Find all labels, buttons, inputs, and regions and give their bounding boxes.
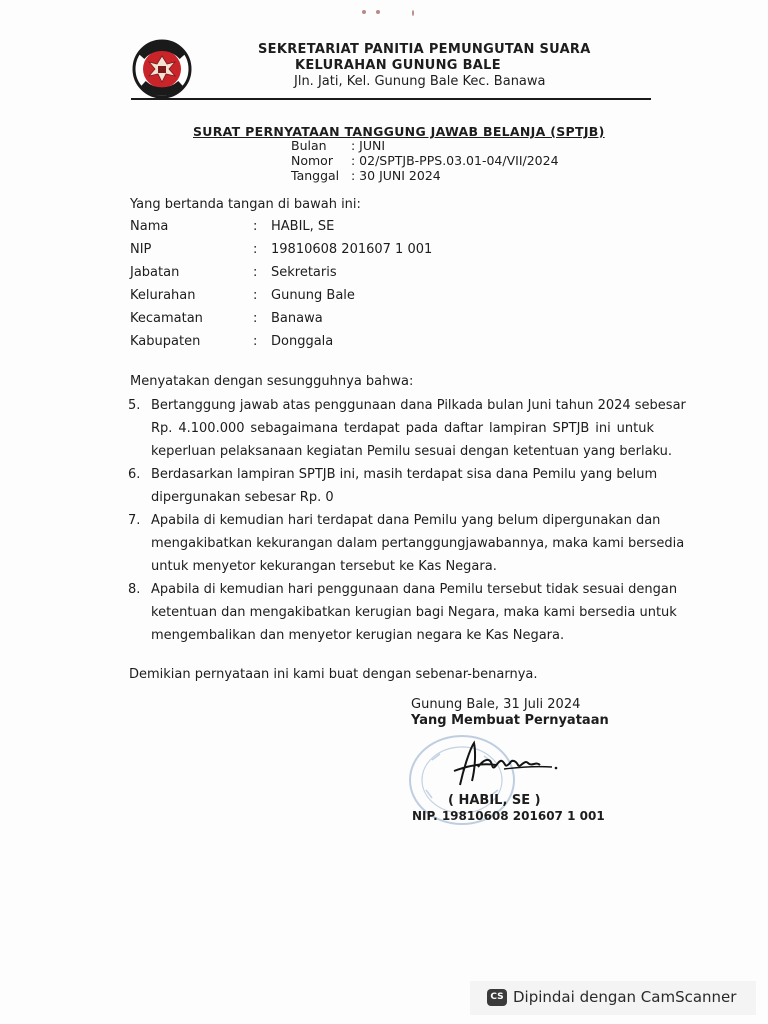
meta-value: : 30 JUNI 2024 [351,168,441,183]
item-line: Apabila di kemudian hari penggunaan dana Pemilu tersebut tidak sesuai dengan [151,582,678,597]
item-line: mengakibatkan kekurangan dalam pertanggungjawabannya, maka kami bersedia [151,536,685,551]
identity-colon: : [253,334,258,349]
signer-nip: NIP. 19810608 201607 1 001 [412,809,605,823]
panitia-logo [129,38,195,100]
sign-role: Yang Membuat Pernyataan [411,713,609,728]
identity-colon: : [253,265,258,280]
identity-row-kecamatan [130,311,530,331]
identity-value: Sekretaris [271,265,337,280]
header-institution: SEKRETARIAT PANITIA PEMUNGUTAN SUARA [258,42,591,57]
camscanner-icon: CS [487,989,507,1006]
closing-text: Demikian pernyataan ini kami buat dengan sebenar-benarnya. [129,667,538,682]
camscanner-text: Dipindai dengan CamScanner [513,988,737,1006]
identity-value: Banawa [271,311,323,326]
document-title: SURAT PERNYATAAN TANGGUNG JAWAB BELANJA (SPTJB) [193,124,605,139]
identity-colon: : [253,219,258,234]
item-line: keperluan pelaksanaan kegiatan Pemilu sesuai dengan ketentuan yang berlaku. [151,444,673,459]
item-line: Bertanggung jawab atas penggunaan dana Pilkada bulan Juni tahun 2024 sebesar [151,398,686,413]
item-line: untuk menyetor kekurangan tersebut ke Kas Negara. [151,559,497,574]
identity-label: Kabupaten [130,334,201,349]
identity-value: 19810608 201607 1 001 [271,242,433,257]
identity-label: Kelurahan [130,288,196,303]
identity-colon: : [253,311,258,326]
identity-value: Donggala [271,334,334,349]
signer-name: ( HABIL, SE ) [448,793,541,808]
header-kelurahan: KELURAHAN GUNUNG BALE [295,58,501,73]
identity-row-nama [130,219,530,239]
meta-label: Nomor [291,153,333,168]
handwritten-signature [440,735,570,795]
item-line: dipergunakan sebesar Rp. 0 [151,490,334,505]
intro-text: Yang bertanda tangan di bawah ini: [130,197,361,212]
item-number: 5. [128,398,141,413]
item-line: Berdasarkan lampiran SPTJB ini, masih terdapat sisa dana Pemilu yang belum [151,467,658,482]
camscanner-watermark [470,981,756,1015]
identity-label: Jabatan [130,265,180,280]
meta-label: Bulan [291,138,327,153]
item-line: ketentuan dan mengakibatkan kerugian bagi Negara, maka kami bersedia untuk [151,605,677,620]
item-number: 8. [128,582,141,597]
declaration-intro: Menyatakan dengan sesungguhnya bahwa: [130,374,414,389]
identity-row-nip [130,242,530,262]
identity-colon: : [253,288,258,303]
item-line: Apabila di kemudian hari terdapat dana Pemilu yang belum dipergunakan dan [151,513,661,528]
identity-value: Gunung Bale [271,288,355,303]
identity-row-jabatan [130,265,530,285]
item-line: Rp. 4.100.000 sebagaimana terdapat pada daftar lampiran SPTJB ini untuk [151,421,654,436]
item-number: 7. [128,513,141,528]
scan-smudge [362,8,422,18]
item-line: mengembalikan dan menyetor kerugian negara ke Kas Negara. [151,628,565,643]
header-divider [131,98,651,100]
meta-label: Tanggal [291,168,340,183]
meta-value: : JUNI [351,138,386,153]
identity-row-kelurahan [130,288,530,308]
identity-colon: : [253,242,258,257]
identity-row-kabupaten [130,334,530,354]
identity-label: NIP [130,242,152,257]
identity-value: HABIL, SE [271,219,335,234]
meta-value: : 02/SPTJB-PPS.03.01-04/VII/2024 [351,153,559,168]
item-number: 6. [128,467,141,482]
header-address: Jln. Jati, Kel. Gunung Bale Kec. Banawa [294,74,546,89]
identity-label: Kecamatan [130,311,203,326]
sign-place-date: Gunung Bale, 31 Juli 2024 [411,697,581,712]
identity-label: Nama [130,219,169,234]
